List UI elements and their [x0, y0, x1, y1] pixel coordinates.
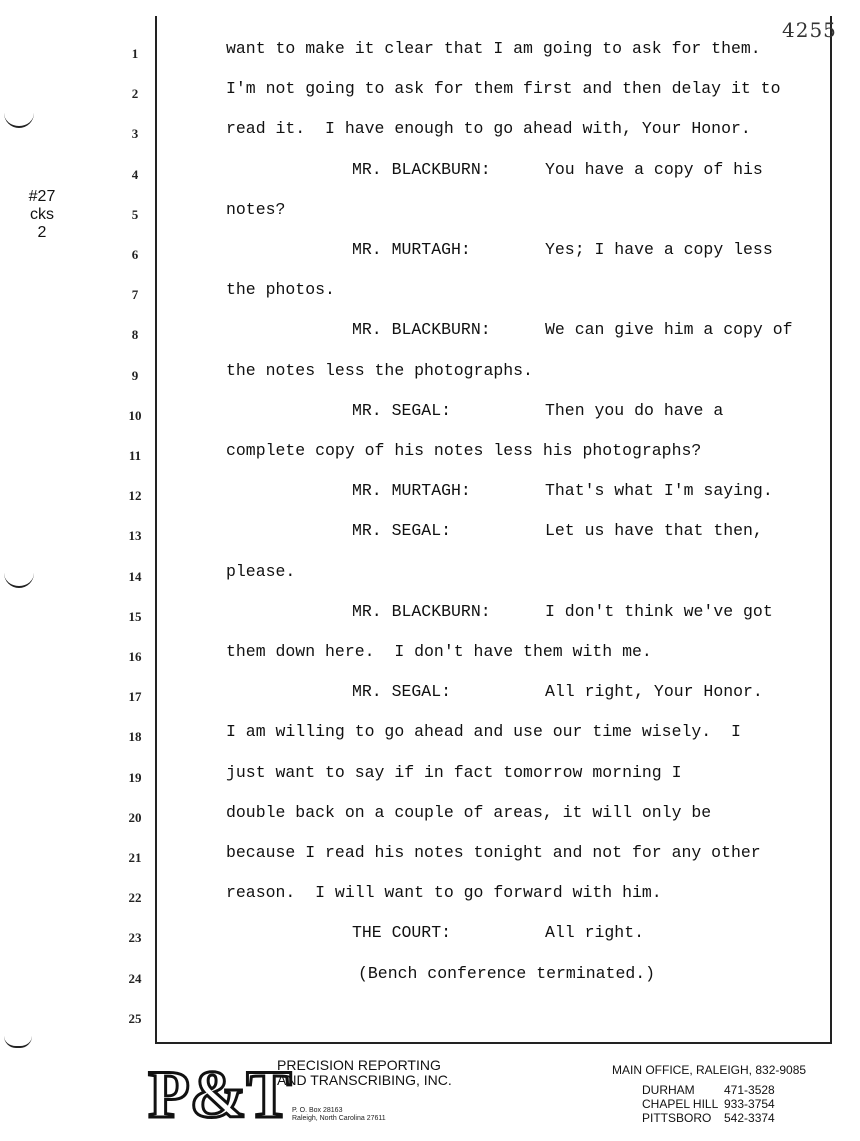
- line-number: 2: [131, 86, 139, 102]
- line-number: 14: [128, 568, 142, 584]
- speaker-label: MR. SEGAL:: [352, 682, 452, 702]
- line-number: 10: [128, 407, 142, 423]
- margin-mark: [4, 572, 34, 588]
- line-number: 16: [128, 649, 142, 664]
- line-number: 5: [131, 206, 139, 222]
- transcript-text: Yes; I have a copy less: [545, 240, 773, 259]
- speaker-label: MR. SEGAL:: [352, 400, 452, 420]
- line-number: 4: [131, 166, 139, 182]
- transcript-text: I am willing to go ahead and use our time wisely. I: [226, 722, 741, 742]
- margin-note: [24, 188, 60, 242]
- transcript-text: double back on a couple of areas, it will only be: [226, 802, 712, 822]
- transcript-text: You have a copy of his: [545, 159, 763, 179]
- right-margin-rule: [830, 16, 832, 1044]
- transcript-text: All right, Your Honor.: [545, 682, 763, 702]
- transcript-text: notes?: [226, 199, 286, 219]
- office-city: CHAPEL HILL: [642, 1097, 719, 1111]
- line-number: 6: [131, 247, 139, 262]
- firm-name: [277, 1058, 452, 1088]
- speaker-label: MR. BLACKBURN:: [352, 601, 491, 621]
- line-number: 24: [128, 970, 142, 986]
- margin-note-line: cks: [30, 206, 54, 223]
- transcript-text: complete copy of his notes less his photographs?: [226, 441, 702, 460]
- line-number: 11: [128, 448, 142, 463]
- margin-mark: [4, 112, 34, 128]
- office-phone: 542-3374: [724, 1111, 775, 1125]
- speaker-label: MR. MURTAGH:: [352, 240, 471, 259]
- line-number: 3: [131, 126, 139, 142]
- transcript-text: I'm not going to ask for them first and then delay it to: [226, 79, 781, 99]
- speaker-label: MR. SEGAL:: [352, 521, 452, 541]
- line-number: 20: [128, 809, 142, 825]
- speaker-label: MR. BLACKBURN:: [352, 320, 491, 340]
- line-number: 15: [128, 608, 142, 624]
- line-number: 7: [131, 287, 139, 303]
- transcript-text: because I read his notes tonight and not for any other: [226, 843, 761, 862]
- office-phone: 933-3754: [724, 1097, 775, 1111]
- office-list: [612, 1063, 806, 1125]
- line-number: 13: [128, 528, 142, 544]
- speaker-label: MR. MURTAGH:: [352, 481, 471, 501]
- firm-name-line-1: PRECISION REPORTING: [277, 1057, 441, 1073]
- page-number: 4255: [782, 18, 837, 42]
- office-phone: 471-3528: [724, 1083, 775, 1097]
- firm-address-line-2: Raleigh, North Carolina 27611: [292, 1115, 386, 1122]
- line-number: 19: [128, 769, 142, 785]
- office-city: DURHAM: [642, 1083, 695, 1097]
- transcript-text: the notes less the photographs.: [226, 360, 533, 380]
- line-number: 21: [128, 850, 142, 865]
- margin-note-line: #27: [28, 188, 56, 205]
- margin-mark: [4, 1036, 32, 1048]
- transcript-text: That's what I'm saying.: [545, 481, 773, 501]
- line-number: 1: [131, 46, 139, 61]
- transcript-text: read it. I have enough to go ahead with, Your Honor.: [226, 119, 751, 139]
- office-city: PITTSBORO: [642, 1111, 712, 1125]
- transcript-text: (Bench conference terminated.): [358, 963, 656, 983]
- transcript-text: please.: [226, 561, 296, 581]
- bottom-rule: [155, 1042, 832, 1044]
- transcript-text: just want to say if in fact tomorrow morning I: [226, 762, 682, 782]
- office-row: [642, 1083, 806, 1097]
- firm-logo: [148, 1056, 292, 1132]
- line-number: 12: [128, 488, 142, 504]
- line-number: 9: [131, 367, 139, 383]
- transcript-text: Let us have that then,: [545, 521, 763, 541]
- speaker-label: THE COURT:: [352, 923, 452, 943]
- line-number: 18: [128, 729, 142, 745]
- transcript-text: want to make it clear that I am going to ask for them.: [226, 39, 761, 58]
- left-margin-rule: [155, 16, 157, 1044]
- office-row: [642, 1097, 806, 1111]
- line-number: 23: [128, 930, 142, 946]
- speaker-label: MR. BLACKBURN:: [352, 159, 491, 179]
- transcript-text: them down here. I don't have them with me.: [226, 642, 652, 661]
- office-row: [642, 1111, 806, 1125]
- transcript-text: Then you do have a: [545, 400, 724, 420]
- firm-address: [292, 1107, 386, 1123]
- firm-logo-text: P&T: [148, 1056, 292, 1132]
- transcript-text: the photos.: [226, 280, 335, 300]
- line-number: 22: [128, 890, 142, 906]
- transcript-text: All right.: [545, 923, 645, 943]
- transcript-text: We can give him a copy of: [545, 320, 793, 340]
- line-number: 25: [128, 1010, 142, 1026]
- firm-address-line-1: P. O. Box 28163: [292, 1107, 343, 1114]
- line-number: 17: [128, 689, 142, 705]
- transcript-text: reason. I will want to go forward with him.: [226, 883, 662, 903]
- transcript-text: I don't think we've got: [545, 601, 773, 621]
- main-office: MAIN OFFICE, RALEIGH, 832-9085: [612, 1063, 807, 1077]
- margin-note-line: 2: [37, 224, 47, 241]
- line-number: 8: [131, 327, 139, 343]
- firm-name-line-2: AND TRANSCRIBING, INC.: [277, 1072, 452, 1088]
